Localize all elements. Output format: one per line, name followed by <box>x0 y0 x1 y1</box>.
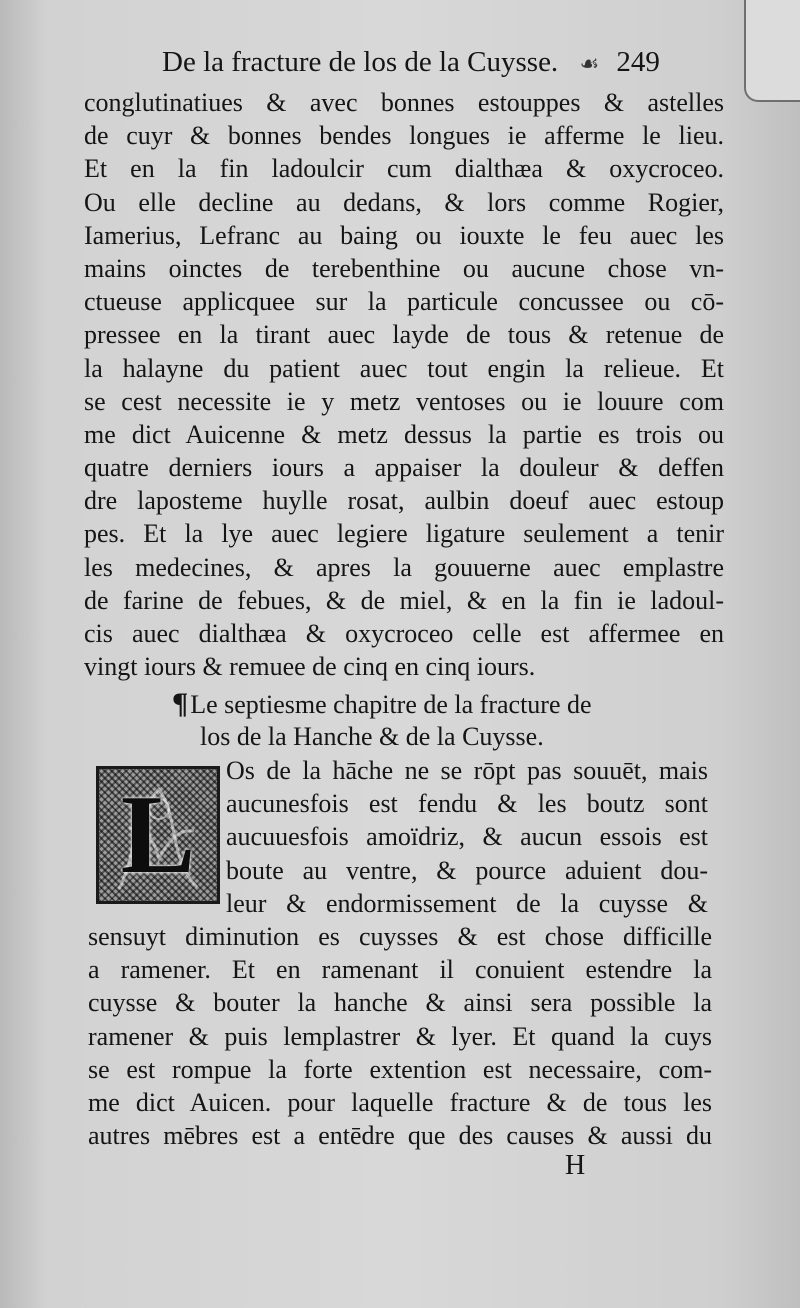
text-line: cis auec dialthæa & oxycroceo celle est affermee en <box>84 619 724 648</box>
chapter-heading <box>172 688 692 753</box>
text-line: pressee en la tirant auec layde de tous & retenue de <box>84 320 724 350</box>
chapter-title-part-1: Le septiesme chapitre de la fracture de <box>190 690 592 719</box>
text-line: les medecines, & apres la gouuerne auec emplastre <box>84 552 724 582</box>
fleuron-icon: ☙ <box>579 51 600 76</box>
text-line: la halayne du patient auec tout engin la relieue. Et <box>84 353 724 383</box>
text-line: Iamerius, Lefranc au baing ou iouxte le feu auec les <box>84 220 724 250</box>
decorated-initial <box>96 766 220 904</box>
text-line: aucunesfois est fendu & les boutz sont <box>226 789 708 819</box>
paragraph-2-wrapped <box>226 754 708 920</box>
text-line: pes. Et la lye auec legiere ligature seulement a tenir <box>84 519 724 549</box>
text-line: me dict Auicen. pour laquelle fracture & de tous les <box>88 1087 712 1117</box>
signature-mark: H <box>565 1150 586 1181</box>
text-line: autres mēbres est a entēdre que des causes & aussi du <box>88 1121 712 1151</box>
text-line: a ramener. Et en ramenant il conuient estendre la <box>88 955 712 985</box>
text-line: boute au ventre, & pource aduient dou- <box>226 855 708 885</box>
initial-letter: L <box>120 773 196 897</box>
text-line: leur & endormissement de la cuysse & <box>226 888 708 918</box>
text-line: conglutinatiues & avec bonnes estouppes & astelles <box>84 88 724 117</box>
chapter-title-part-2: los de la Hanche & de la Cuysse. <box>200 722 544 751</box>
paragraph-2-full <box>88 920 712 1152</box>
text-line: sensuyt diminution es cuysses & est chose difficille <box>88 922 712 951</box>
paragraph-1 <box>84 86 724 683</box>
text-line: dre laposteme huylle rosat, aulbin doeuf auec estoup <box>84 486 724 516</box>
text-line: Ou elle decline au dedans, & lors comme Rogier, <box>84 187 724 217</box>
text-line: quatre derniers iours a appaiser la douleur & deffen <box>84 453 724 483</box>
text-line: de farine de febues, & de miel, & en la fin ie ladoul- <box>84 585 724 615</box>
text-line: cuysse & bouter la hanche & ainsi sera possible la <box>88 988 712 1018</box>
page-corner-tab <box>744 0 800 102</box>
text-line: ctueuse applicquee sur la particule concussee ou cō- <box>84 287 724 317</box>
pilcrow-icon: ¶ <box>172 687 189 720</box>
running-head <box>162 42 722 82</box>
chapter-heading-line-1 <box>172 688 692 721</box>
page-number: 249 <box>616 46 660 78</box>
text-line: vingt iours & remuee de cinq en cinq iours. <box>84 652 536 682</box>
text-line: Os de la hāche ne se rōpt pas souuēt, mais <box>226 756 708 785</box>
text-line: ramener & puis lemplastrer & lyer. Et quand la cuys <box>88 1021 712 1051</box>
text-line: mains oinctes de terebenthine ou aucune chose vn- <box>84 253 724 283</box>
text-line: Et en la fin ladoulcir cum dialthæa & oxycroceo. <box>84 154 724 184</box>
text-line: aucuuesfois amoïdriz, & aucun essois est <box>226 822 708 852</box>
text-line: me dict Auicenne & metz dessus la partie es trois ou <box>84 419 724 449</box>
running-head-title: De la fracture de los de la Cuysse. <box>162 46 559 78</box>
text-line: se est rompue la forte extention est necessaire, com- <box>88 1054 712 1084</box>
text-line: de cuyr & bonnes bendes longues ie afferme le lieu. <box>84 121 724 151</box>
text-line: se cest necessite ie y metz ventoses ou ie louure com <box>84 386 724 416</box>
